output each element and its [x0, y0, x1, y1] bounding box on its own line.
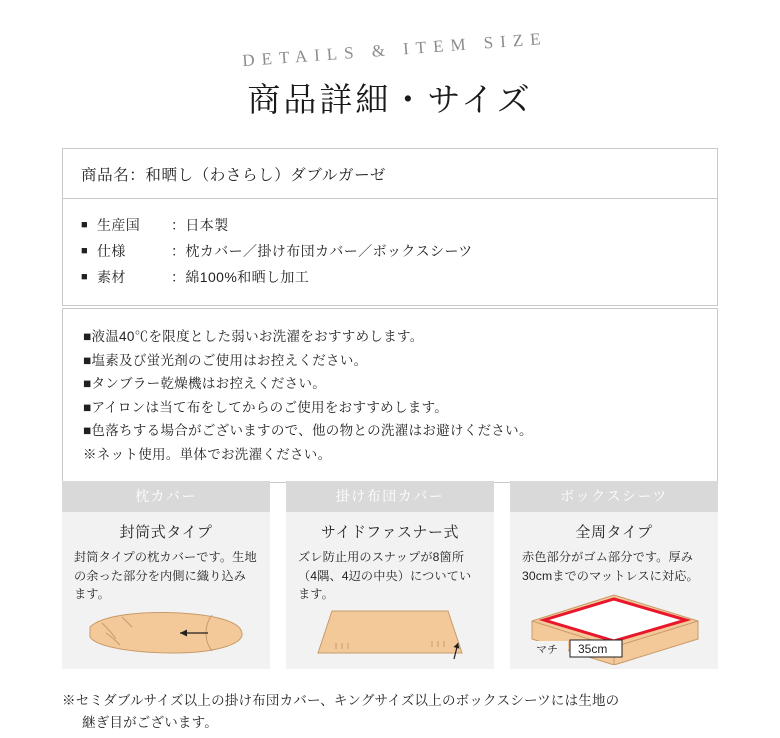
card-description: 封筒タイプの枕カバーです。生地の余った部分を内側に織り込みます。 [74, 550, 257, 601]
spec-row [81, 264, 699, 290]
mat-size: 35cm [578, 642, 608, 656]
card-title: ボックスシーツ [510, 481, 718, 512]
care-line: ■タンブラー乾燥機はお控えください。 [83, 376, 327, 391]
card-body [286, 512, 494, 669]
card-subtitle: 封筒式タイプ [119, 524, 213, 541]
card-duvet-cover [286, 481, 494, 669]
card-subtitle: 全周タイプ [575, 524, 653, 541]
footnote [62, 690, 742, 734]
card-title: 掛け布団カバー [286, 481, 494, 512]
card-pillowcase [62, 481, 270, 669]
spec-row [81, 238, 699, 264]
care-line: ■色落ちする場合がございますので、他の物との洗濯はお避けください。 [83, 423, 533, 438]
product-spec-list [63, 199, 717, 305]
care-line: ■液温40℃を限度とした弱いお洗濯をおすすめします。 [83, 329, 424, 344]
care-line: ■アイロンは当て布をしてからのご使用をおすすめします。 [83, 399, 449, 415]
footnote-line-1: ※セミダブルサイズ以上の掛け布団カバー、キングサイズ以上のボックスシーツには生地の [62, 693, 620, 708]
spec-label: 仕様 [97, 243, 126, 259]
product-info-box [62, 148, 718, 306]
duvet-cover-illustration [286, 581, 494, 665]
item-type-cards [62, 481, 718, 669]
spec-value: ：枕カバー／掛け布団カバー／ボックスシーツ [171, 243, 473, 259]
care-line: ※ネット使用。単体でお洗濯ください。 [83, 446, 332, 462]
care-instructions-box [62, 308, 718, 483]
box-sheet-illustration [510, 581, 718, 665]
spec-value: ：日本製 [171, 217, 229, 233]
care-line: ■塩素及び蛍光剤のご使用はお控えください。 [83, 352, 368, 368]
spec-row [81, 212, 699, 238]
bullet-square-icon: ■ [81, 219, 89, 231]
spec-value: ：綿100%和晒し加工 [171, 269, 310, 285]
card-title: 枕カバー [62, 481, 270, 512]
spec-label: 素材 [97, 269, 126, 285]
product-name: 商品名：和晒し（わさらし）ダブルガーゼ [63, 149, 717, 199]
card-body [62, 512, 270, 669]
bullet-square-icon: ■ [81, 271, 89, 283]
footnote-line-2: 継ぎ目がございます。 [82, 715, 218, 730]
page-eyebrow: DETAILS & ITEM SIZE [241, 28, 549, 71]
card-box-sheet [510, 481, 718, 669]
card-description: 赤色部分がゴム部分です。厚み30cmまでのマットレスに対応。 [522, 550, 699, 583]
card-description: ズレ防止用のスナップが8箇所（4隅、4辺の中央）についています。 [298, 550, 472, 601]
card-subtitle: サイドファスナー式 [320, 524, 460, 541]
spec-label: 生産国 [97, 217, 141, 233]
page-header [0, 0, 780, 121]
card-body [510, 512, 718, 669]
bullet-square-icon: ■ [81, 245, 89, 257]
pillowcase-illustration [62, 581, 270, 665]
mat-label: マチ [536, 644, 558, 656]
page-title: 商品詳細・サイズ [247, 83, 533, 119]
